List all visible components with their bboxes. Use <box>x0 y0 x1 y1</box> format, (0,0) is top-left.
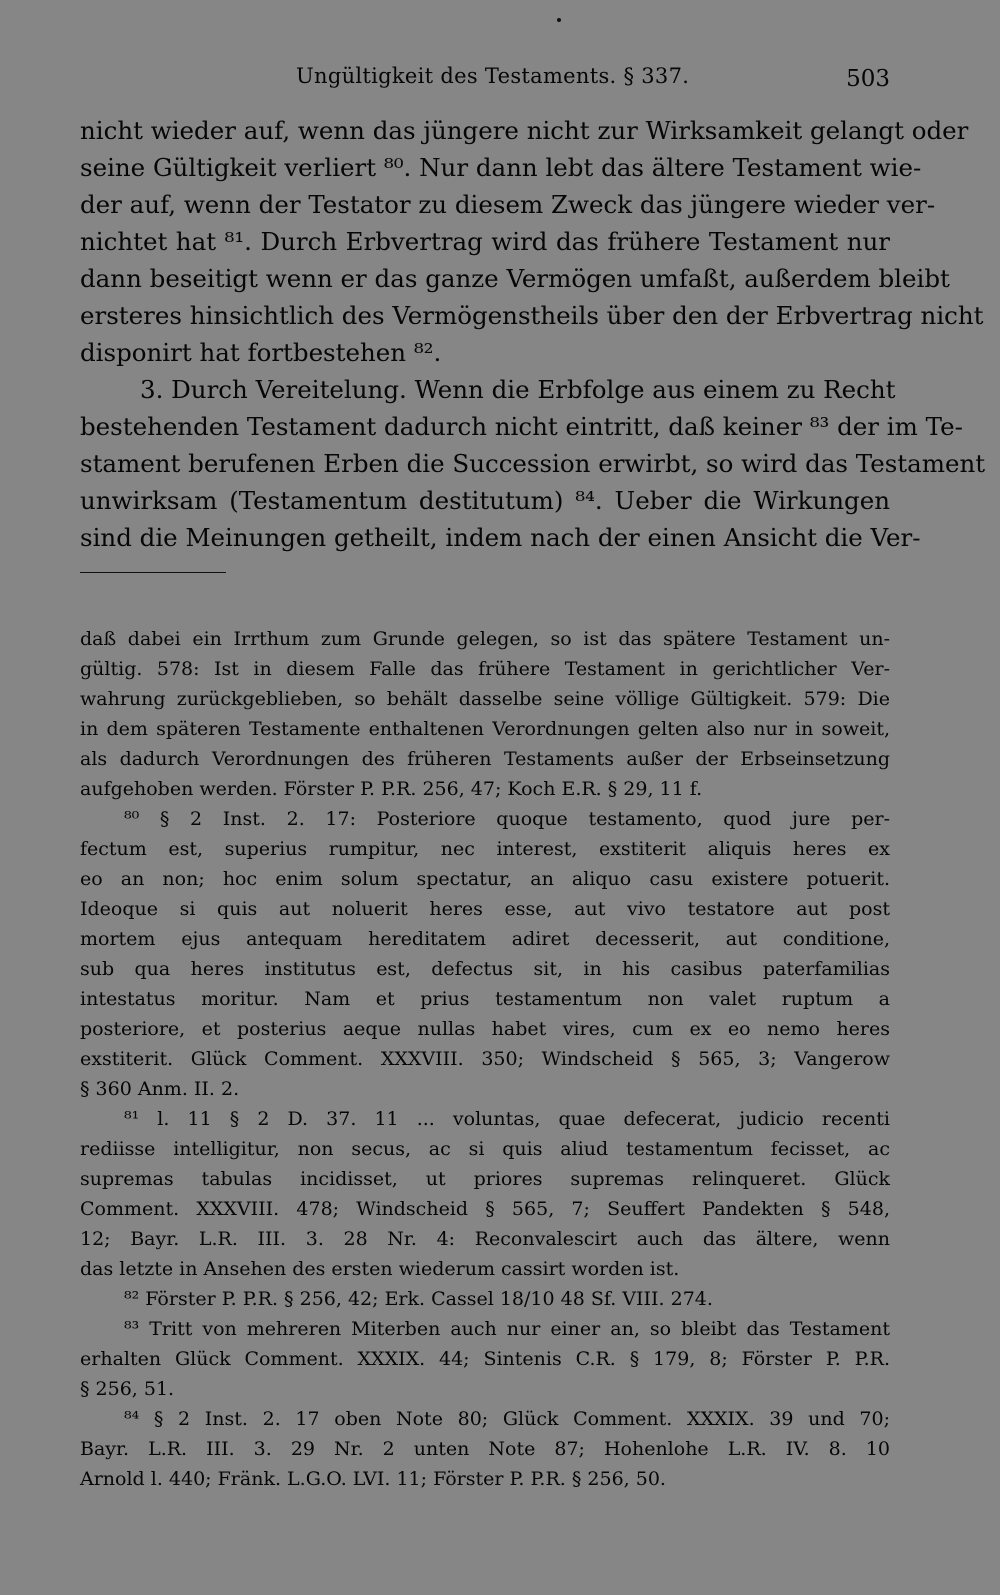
footnote-line: als dadurch Verordnungen des früheren Testaments außer der Erbseinsetzung <box>80 748 890 770</box>
footnote-line: aufgehoben werden. Förster P. P.R. 256, 47; Koch E.R. § 29, 11 f. <box>80 778 703 800</box>
footnote-line: ⁸³ Tritt von mehreren Miterben auch nur einer an, so bleibt das Testament <box>124 1318 890 1340</box>
footnote-line: ⁸⁰ § 2 Inst. 2. 17: Posteriore quoque testamento, quod jure per- <box>124 808 890 830</box>
footnote-line: wahrung zurückgeblieben, so behält dasselbe seine völlige Gültigkeit. 579: Die <box>80 688 890 710</box>
footnote-line: posteriore, et posterius aeque nullas habet vires, cum ex eo nemo heres <box>80 1018 890 1040</box>
footnote-line: in dem späteren Testamente enthaltenen Verordnungen gelten also nur in soweit, <box>80 718 890 740</box>
text-line: 3. Durch Vereitelung. Wenn die Erbfolge aus einem zu Recht <box>140 375 896 404</box>
footnote-line: erhalten Glück Comment. XXXIX. 44; Sintenis C.R. § 179, 8; Förster P. P.R. <box>80 1348 890 1370</box>
page-number: 503 <box>846 66 890 92</box>
footnote-line: exstiterit. Glück Comment. XXXVIII. 350; Windscheid § 565, 3; Vangerow <box>80 1048 890 1070</box>
footnote-line: ⁸⁴ § 2 Inst. 2. 17 oben Note 80; Glück Comment. XXXIX. 39 und 70; <box>124 1408 890 1430</box>
text-line: sind die Meinungen getheilt, indem nach der einen Ansicht die Ver- <box>80 523 921 552</box>
page-header <box>0 64 1000 100</box>
footnote-separator <box>80 572 226 573</box>
text-line: seine Gültigkeit verliert ⁸⁰. Nur dann lebt das ältere Testament wie- <box>80 153 922 182</box>
footnote-line: ⁸¹ l. 11 § 2 D. 37. 11 ... voluntas, quae defecerat, judicio recenti <box>124 1108 890 1130</box>
footnote-line: gültig. 578: Ist in diesem Falle das frühere Testament in gerichtlicher Ver- <box>80 658 890 680</box>
footnotes <box>80 624 890 1494</box>
text-line: disponirt hat fortbestehen ⁸². <box>80 338 442 367</box>
footnote-line: Comment. XXXVIII. 478; Windscheid § 565, 7; Seuffert Pandekten § 548, <box>80 1198 890 1220</box>
footnote-line: fectum est, superius rumpitur, nec interest, exstiterit aliquis heres ex <box>80 838 890 860</box>
main-text <box>80 112 986 556</box>
footnote-line: ⁸² Förster P. P.R. § 256, 42; Erk. Cassel 18/10 48 Sf. VIII. 274. <box>124 1288 713 1310</box>
ink-speck <box>557 18 561 22</box>
footnote-line: intestatus moritur. Nam et prius testamentum non valet ruptum a <box>80 988 890 1010</box>
footnote-line: 12; Bayr. L.R. III. 3. 28 Nr. 4: Reconvalescirt auch das ältere, wenn <box>80 1228 890 1250</box>
running-title: Ungültigkeit des Testaments. § 337. <box>296 64 690 88</box>
text-line: stament berufenen Erben die Succession erwirbt, so wird das Testament <box>80 449 986 478</box>
footnote-line: mortem ejus antequam hereditatem adiret decesserit, aut conditione, <box>80 928 890 950</box>
footnote-line: sub qua heres institutus est, defectus sit, in his casibus paterfamilias <box>80 958 890 980</box>
text-line: ersteres hinsichtlich des Vermögenstheils über den der Erbvertrag nicht <box>80 301 984 330</box>
footnote-line: supremas tabulas incidisset, ut priores supremas relinqueret. Glück <box>80 1168 890 1190</box>
footnote-line: daß dabei ein Irrthum zum Grunde gelegen, so ist das spätere Testament un- <box>80 628 890 650</box>
text-line: bestehenden Testament dadurch nicht eintritt, daß keiner ⁸³ der im Te- <box>80 412 963 441</box>
text-line: der auf, wenn der Testator zu diesem Zweck das jüngere wieder ver- <box>80 190 936 219</box>
footnote-line: das letzte in Ansehen des ersten wiederum cassirt worden ist. <box>80 1258 680 1280</box>
text-line: dann beseitigt wenn er das ganze Vermögen umfaßt, außerdem bleibt <box>80 264 950 293</box>
footnote-line: Arnold l. 440; Fränk. L.G.O. LVI. 11; Förster P. P.R. § 256, 50. <box>80 1468 666 1490</box>
footnote-line: eo an non; hoc enim solum spectatur, an aliquo casu existere potuerit. <box>80 868 890 890</box>
footnote-line: § 360 Anm. II. 2. <box>80 1078 240 1100</box>
footnote-line: § 256, 51. <box>80 1378 175 1400</box>
footnote-line: rediisse intelligitur, non secus, ac si quis aliud testamentum fecisset, ac <box>80 1138 890 1160</box>
footnote-line: Bayr. L.R. III. 3. 29 Nr. 2 unten Note 87; Hohenlohe L.R. IV. 8. 10 <box>80 1438 890 1460</box>
text-line: nichtet hat ⁸¹. Durch Erbvertrag wird das frühere Testament nur <box>80 227 890 256</box>
text-line: unwirksam (Testamentum destitutum) ⁸⁴. Ueber die Wirkungen <box>80 486 890 515</box>
text-line: nicht wieder auf, wenn das jüngere nicht zur Wirksamkeit gelangt oder <box>80 116 969 145</box>
footnote-line: Ideoque si quis aut noluerit heres esse, aut vivo testatore aut post <box>80 898 890 920</box>
